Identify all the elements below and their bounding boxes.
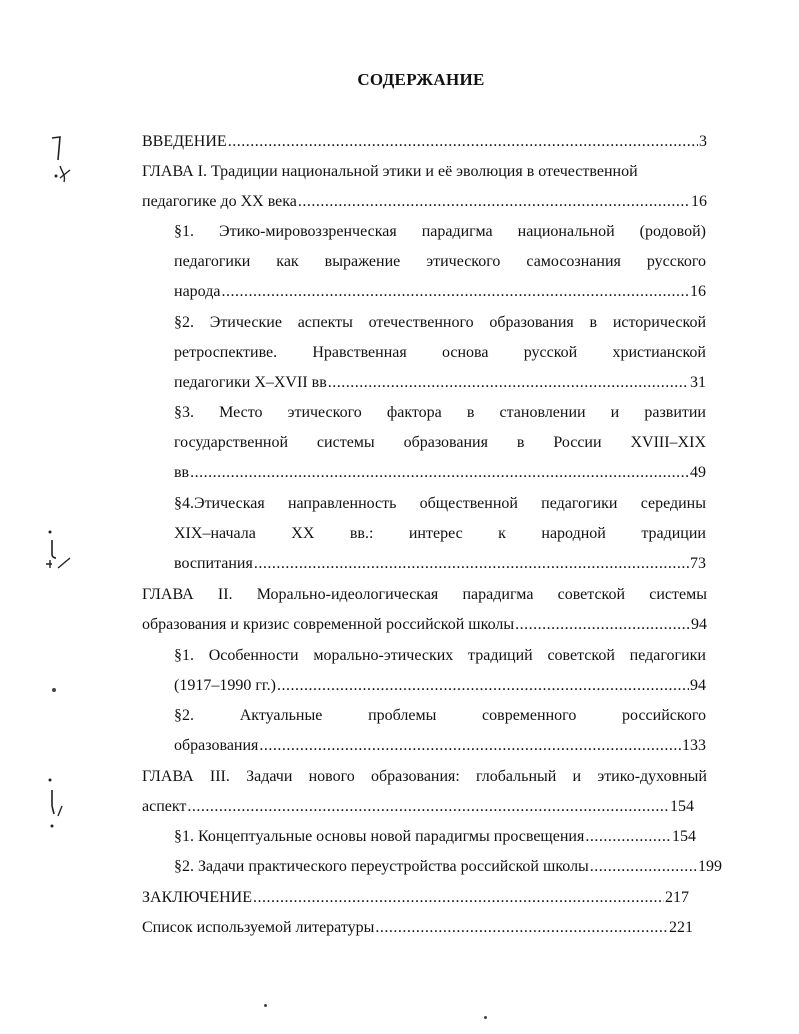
- toc-entry-ch1-sec2-line2[interactable]: ретроспективе. Нравственная основа русской христианской: [174, 344, 706, 361]
- toc-entry-ch2-sec1-line1[interactable]: §1. Особенности морально-этических традиций советской педагогики: [174, 647, 706, 664]
- toc-entry-text: ВВЕДЕНИЕ: [142, 133, 227, 150]
- toc-entry-text: аспект: [142, 798, 187, 815]
- toc-entry-text: воспитания: [174, 555, 253, 572]
- toc-entry-text: педагогики X–XVII вв: [174, 374, 327, 391]
- leader-dots: [590, 857, 697, 877]
- toc-page-number: 16: [691, 193, 707, 210]
- leader-dots: [277, 676, 689, 696]
- toc-entry-text: ЗАКЛЮЧЕНИЕ: [142, 889, 252, 906]
- toc-page-number: 94: [691, 616, 707, 633]
- toc-page-number: 199: [698, 858, 722, 875]
- toc-entry-chapter-1[interactable]: [142, 192, 707, 212]
- toc-page-number: 16: [690, 283, 706, 300]
- toc-entry-ch3-sec2[interactable]: [174, 857, 722, 877]
- toc-entry-ch1-sec2[interactable]: [174, 373, 706, 393]
- toc-page-number: 217: [665, 889, 689, 906]
- toc-page-number: 133: [682, 737, 706, 754]
- toc-entry-ch2-sec1[interactable]: [174, 676, 706, 696]
- scan-speck: [484, 1016, 487, 1019]
- toc-entry-bibliography[interactable]: [142, 918, 693, 938]
- toc-entry-ch1-sec2-line1[interactable]: §2. Этические аспекты отечественного образования в исторической: [174, 314, 706, 331]
- leader-dots: [328, 373, 689, 393]
- leader-dots: [221, 282, 689, 302]
- toc-entry-chapter-1-line1[interactable]: [142, 162, 707, 182]
- leader-dots: [254, 554, 689, 574]
- toc-entry-ch1-sec1-line1[interactable]: §1. Этико-мировоззренческая парадигма национальной (родовой): [174, 223, 706, 240]
- toc-entry-ch2-sec2-line1[interactable]: §2. Актуальные проблемы современного российского: [174, 707, 706, 724]
- margin-mark-icon: [40, 132, 74, 188]
- leader-dots: [253, 888, 664, 908]
- margin-mark-icon: [40, 776, 70, 832]
- scan-speck: [52, 688, 56, 692]
- toc-entry-text: §2. Задачи практического переустройства российской школы: [174, 858, 589, 875]
- toc-entry-ch1-sec3-line2[interactable]: государственной системы образования в России XVIII–XIX: [174, 434, 706, 451]
- leader-dots: [375, 918, 668, 938]
- toc-page-number: 73: [690, 555, 706, 572]
- toc-entry-text: педагогике до XX века: [142, 193, 297, 210]
- toc-page-number: 31: [690, 374, 706, 391]
- toc-entry-ch1-sec3-line1[interactable]: §3. Место этического фактора в становлении и развитии: [174, 404, 706, 421]
- toc-entry-conclusion[interactable]: [142, 888, 689, 908]
- toc-entry-ch1-sec1-line2[interactable]: педагогики как выражение этического самосознания русского: [174, 253, 706, 270]
- toc-entry-text: §1. Концептуальные основы новой парадигмы просвещения: [174, 828, 585, 845]
- scan-speck: [264, 1004, 267, 1007]
- toc-entry-chapter-3[interactable]: [142, 797, 694, 817]
- toc-entry-chapter-3-line1[interactable]: ГЛАВА III. Задачи нового образования: глобальный и этико-духовный: [142, 768, 707, 785]
- toc-page-number: 154: [670, 798, 694, 815]
- page-title: СОДЕРЖАНИЕ: [357, 70, 485, 89]
- toc-entry-text: (1917–1990 гг.): [174, 677, 276, 694]
- toc-entry-text: Список используемой литературы: [142, 919, 375, 936]
- toc-page-number: 3: [699, 133, 707, 150]
- toc-entry-text: образования и кризис современной российской школы: [142, 616, 515, 633]
- toc-entry-ch1-sec4-line2[interactable]: XIX–начала XX вв.: интерес к народной традиции: [174, 525, 706, 542]
- toc-page-number: 49: [690, 464, 706, 481]
- toc-entry-ch1-sec4[interactable]: [174, 554, 706, 574]
- toc-entry-introduction[interactable]: [142, 132, 707, 152]
- toc-page-number: 221: [669, 919, 693, 936]
- margin-mark-icon: [38, 528, 78, 578]
- toc-page-number: 94: [690, 677, 706, 694]
- toc-entry-text: ГЛАВА I. Традиции национальной этики и её эволюция в отечественной: [142, 163, 638, 180]
- toc-entry-ch1-sec3[interactable]: [174, 463, 706, 483]
- leader-dots: [187, 797, 669, 817]
- toc-entry-text: образования: [174, 737, 259, 754]
- toc-entry-text: народа: [174, 283, 221, 300]
- toc-entry-ch1-sec4-line1[interactable]: §4.Этическая направленность общественной педагогики середины: [174, 495, 706, 512]
- toc-entry-chapter-2[interactable]: [142, 615, 707, 635]
- toc-entry-chapter-2-line1[interactable]: ГЛАВА II. Морально-идеологическая парадигма советской системы: [142, 586, 707, 603]
- leader-dots: [298, 192, 690, 212]
- toc-entry-ch2-sec2[interactable]: [174, 736, 706, 756]
- toc-entry-ch1-sec1[interactable]: [174, 282, 706, 302]
- toc-entry-text: вв: [174, 464, 190, 481]
- toc-page-number: 154: [672, 828, 696, 845]
- leader-dots: [190, 463, 689, 483]
- leader-dots: [259, 736, 681, 756]
- leader-dots: [228, 132, 698, 152]
- toc-entry-ch3-sec1[interactable]: [174, 827, 696, 847]
- leader-dots: [515, 615, 690, 635]
- leader-dots: [585, 827, 671, 847]
